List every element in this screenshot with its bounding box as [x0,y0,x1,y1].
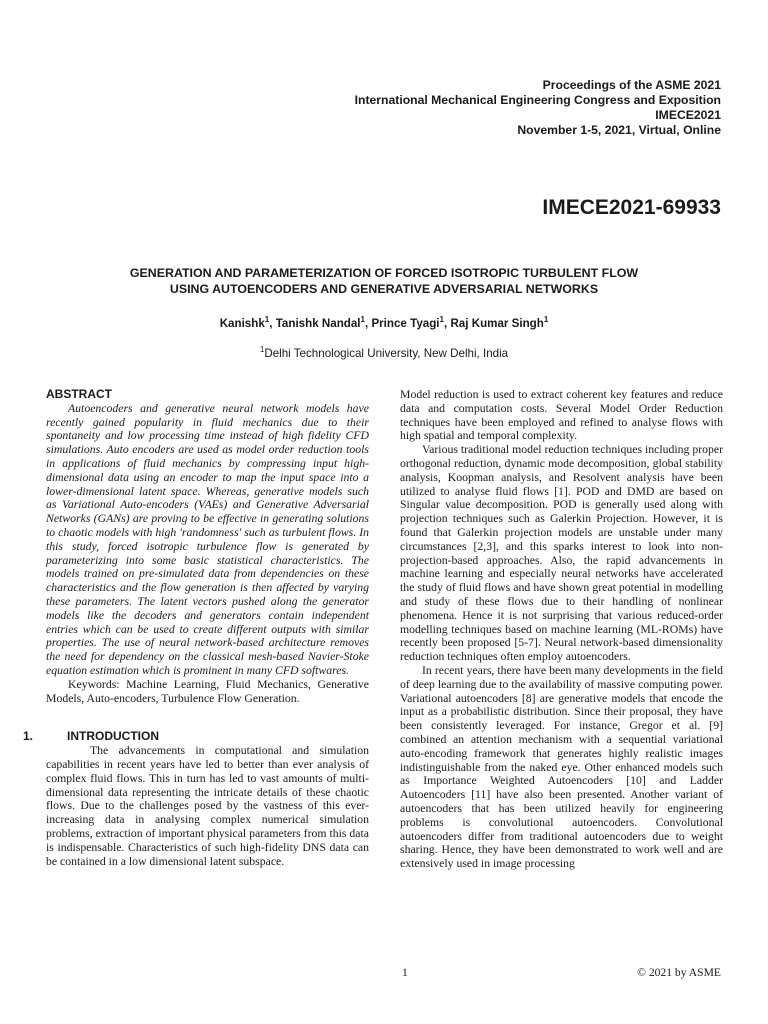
abstract-heading: ABSTRACT [46,387,112,401]
author-separator: , [443,316,451,330]
section-number: 1. [23,729,34,744]
introduction-paragraph: The advancements in computational and simulation capabilities in recent years have led to better than ever analysis of complex fluid flows. This in turn has led to vast amounts of multi-dimensional data representing the intricate details of these chaotic flows. Due to the challenges posed by the vastness of this ever-increasing data in analysing complex numerical simulation problems, extraction of important physical parameters from this data is indispensable. Characteristics of such high-fidelity DNS data can be contained in a low dimensional latent subspace. [46,744,369,868]
affiliation [40,345,728,360]
author-affiliation-mark: 1 [439,315,444,324]
title-line: GENERATION AND PARAMETERIZATION OF FORCED ISOTROPIC TURBULENT FLOW [129,266,639,280]
author-name: Tanishk Nandal [275,316,361,330]
title-line: USING AUTOENCODERS AND GENERATIVE ADVERSARIAL NETWORKS [169,282,599,296]
conference-line: Proceedings of the ASME 2021 [542,78,721,92]
introduction-paragraph: Model reduction is used to extract coherent key features and reduce data and computation costs. Several Model Order Reduction techniques have been employed and refined to analyse flows with high spatial and temporal complexity. [400,388,723,443]
introduction-paragraph: In recent years, there have been many developments in the field of deep learning due to the availability of massive computing power. Variational autoencoders [8] are generative models that encode the input as a probabilistic distribution. Since their proposal, they have been consistently leveraged. For instance, Gregor et al. [9] combined an attention mechanism with a sequential variational auto-encoding framework that generates highly realistic images indistinguishable from the naked eye. Other enhanced models such as Importance Weighted Autoencoders [10] and Ladder Autoencoders [11] have also been presented. Another variant of autoencoders that has been utilized heavily for engineering problems is convolutional autoencoders. Convolutional autoencoders differ from traditional autoencoders due to weight sharing. Hence, they have been demonstrated to work well and are extensively used in image processing [400,663,723,871]
paper-title [40,265,728,297]
author-affiliation-mark: 1 [543,315,549,324]
author-name: Raj Kumar Singh [450,316,544,330]
keywords: Keywords: Machine Learning, Fluid Mechanics, Generative Models, Auto-encoders, Turbulence Flow Generation. [46,677,369,705]
page-number: 1 [402,966,408,979]
introduction-paragraph: Various traditional model reduction techniques including proper orthogonal reduction, dynamic mode decomposition, global stability analysis, Koopman analysis, and Resolvent analysis have been utilized to analyse fluid flows [1]. POD and DMD are based on Singular value decomposition. POD is generally used along with projection techniques such as Galerkin Projection. However, it is found that Galerkin projection models are unstable under many circumstances [2,3], and this sparks interest to look into non-projection-based approaches. Also, the rapid advancements in machine learning and especially neural networks have accelerated the study of fluid flows and have shown great potential in modelling and study of these flows due to their handling of nonlinear phenomena. Hence it is not surprising that various reduced-order modelling techniques based on machine learning (ML-ROMs) have recently been proposed [5-7]. Neural network-based dimensionality reduction techniques often employ autoencoders. [400,443,723,664]
conference-line: November 1-5, 2021, Virtual, Online [517,123,721,137]
conference-header [355,78,721,138]
left-column [23,387,369,868]
introduction-heading [23,730,369,744]
copyright: © 2021 by ASME [637,966,721,979]
abstract-text: Autoencoders and generative neural network models have recently gained popularity in fluid mechanics due to their spontaneity and low processing time instead of high fidelity CFD simulations. Auto encoders are used as model order reduction tools in applications of fluid mechanics by compressing input high-dimensional data using an encoder to map the input space into a lower-dimensional latent space. Whereas, generative models such as Variational Auto-encoders (VAEs) and Generative Adversarial Networks (GANs) are proving to be effective in generating solutions to chaotic models with high 'randomness' such as turbulent flows. In this study, forced isotropic turbulence flow is generated by parameterizing into some basic statistical characteristics. The models trained on pre-simulated data from dependencies on these characteristics and the flow generation is then affected by varying these parameters. The latent vectors pushed along the generator models like the decoders and generators contain independent entries which can be used to create different outputs with similar properties. The use of neural network-based architecture removes the need for dependency on the classical mesh-based Navier-Stoke equation estimation which is prominent in many CFD softwares. [46,401,369,677]
author-separator: , [364,316,372,330]
right-column [400,388,723,871]
author-list [40,315,728,330]
conference-line: IMECE2021 [655,108,721,122]
author-affiliation-mark: 1 [360,315,365,324]
author-affiliation-mark: 1 [264,315,270,324]
author-name: Prince Tyagi [371,316,440,330]
paper-id: IMECE2021-69933 [542,196,721,219]
affiliation-text: Delhi Technological University, New Delhi, India [264,346,509,360]
conference-line: International Mechanical Engineering Congress and Exposition [354,93,721,107]
author-separator: , [269,316,276,330]
author-name: Kanishk [219,316,265,330]
section-title: INTRODUCTION [67,729,159,744]
affiliation-mark: 1 [259,345,265,354]
